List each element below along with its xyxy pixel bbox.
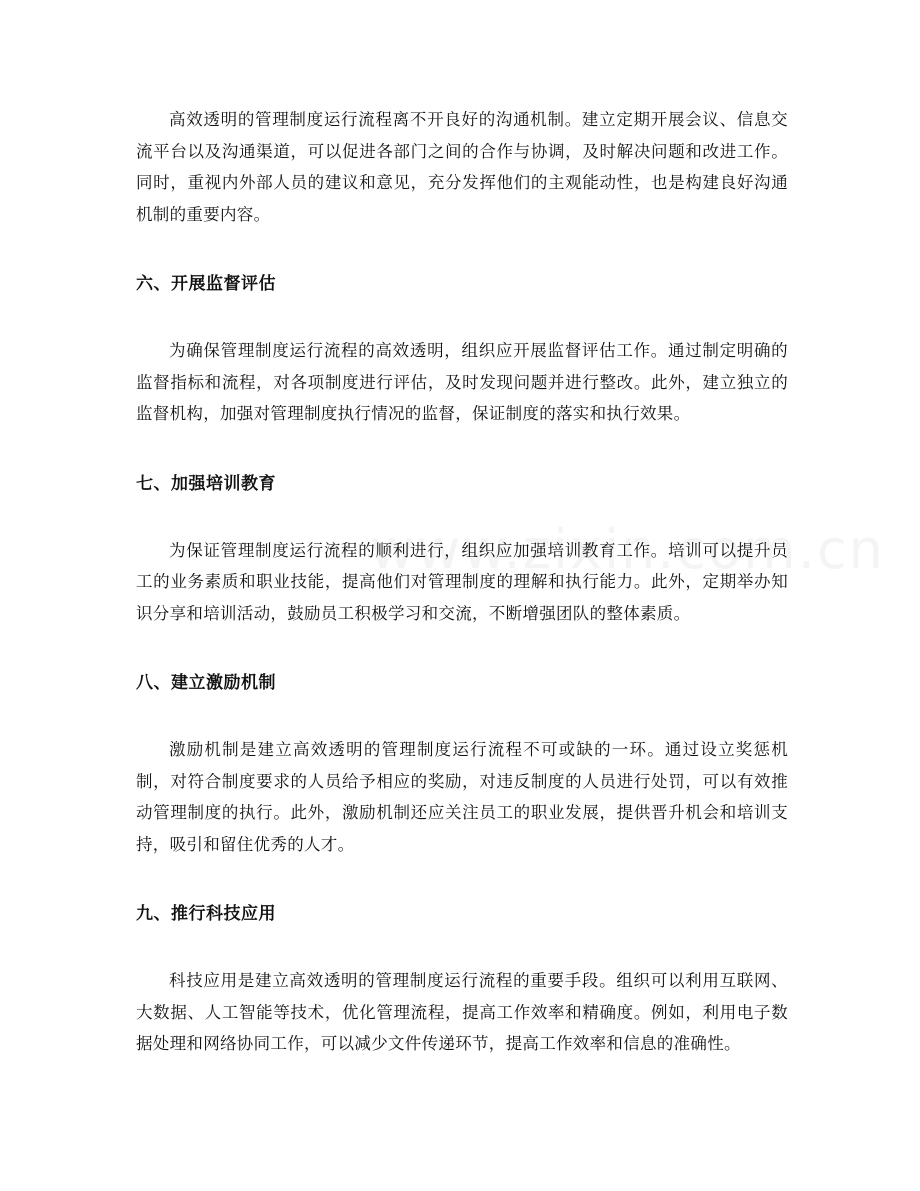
heading-technology: 九、推行科技应用	[136, 904, 276, 924]
paragraph-incentive: 激励机制是建立高效透明的管理制度运行流程不可或缺的一环。通过设立奖惩机制，对符合制度要求的人员给予相应的奖励，对违反制度的人员进行处罚，可以有效推动管理制度的执行。此外，激励机制还应关注员工的职业发展，提供晋升机会和培训支持，吸引和留住优秀的人才。	[136, 740, 788, 854]
heading-training: 七、加强培训教育	[136, 473, 276, 494]
paragraph-technology: 科技应用是建立高效透明的管理制度运行流程的重要手段。组织可以利用互联网、大数据、人工智能等技术，优化管理流程，提高工作效率和精确度。例如，利用电子数据处理和网络协同工作，可以减少文件传递环节，提高工作效率和信息的准确性。	[136, 971, 788, 1053]
paragraph-communication: 高效透明的管理制度运行流程离不开良好的沟通机制。建立定期开展会议、信息交流平台以及沟通渠道，可以促进各部门之间的合作与协调，及时解决问题和改进工作。同时，重视内外部人员的建议和意见，充分发挥他们的主观能动性，也是构建良好沟通机制的重要内容。	[136, 110, 788, 224]
heading-incentive: 八、建立激励机制	[136, 673, 276, 693]
heading-supervision: 六、开展监督评估	[136, 274, 276, 294]
paragraph-supervision: 为确保管理制度运行流程的高效透明，组织应开展监督评估工作。通过制定明确的监督指标和流程，对各项制度进行评估，及时发现问题并进行整改。此外，建立独立的监督机构，加强对管理制度执行情况的监督，保证制度的落实和执行效果。	[136, 341, 788, 423]
paragraph-training: 为保证管理制度运行流程的顺利进行，组织应加强培训教育工作。培训可以提升员工的业务素质和职业技能，提高他们对管理制度的理解和执行能力。此外，定期举办知识分享和培训活动，鼓励员工积极学习和交流，不断增强团队的整体素质。	[136, 540, 788, 623]
